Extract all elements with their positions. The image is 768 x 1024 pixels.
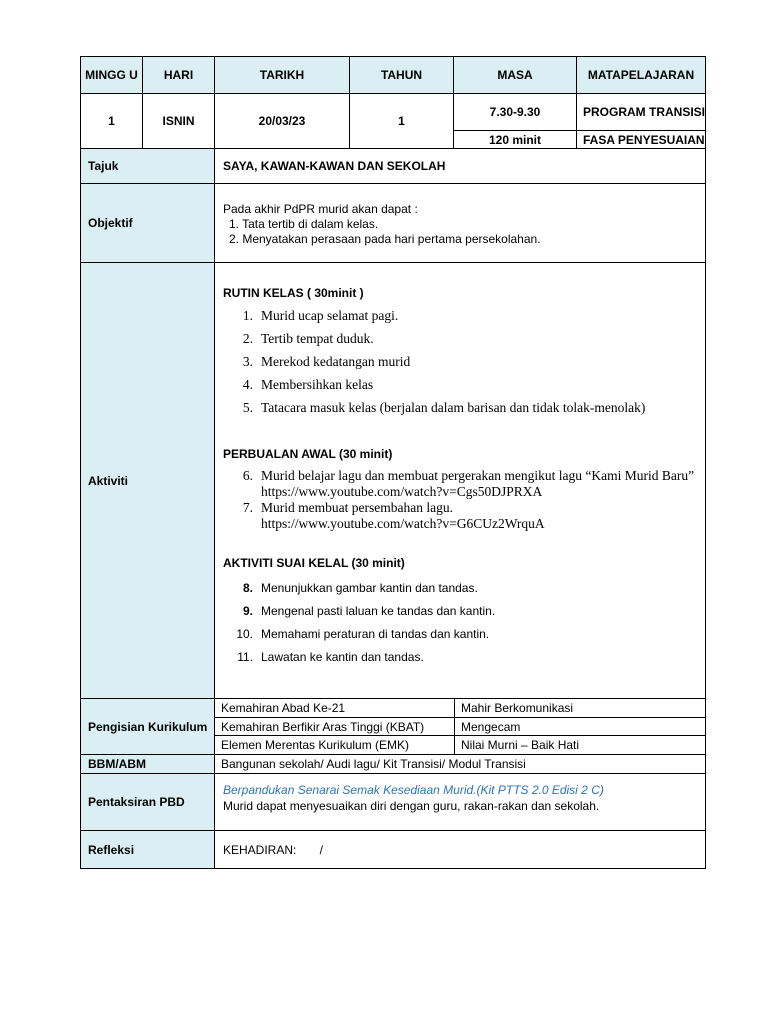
- bbm-row: [81, 755, 706, 774]
- item-number: 11.: [237, 649, 253, 664]
- kurikulum-value: Mahir Berkomunikasi: [455, 699, 706, 718]
- lesson-plan-table: [80, 56, 706, 869]
- list-item: [223, 622, 705, 645]
- aktiviti-content: [215, 263, 706, 699]
- refleksi-row: [81, 831, 706, 869]
- objektif-content: [215, 184, 706, 263]
- list-item: [223, 599, 705, 622]
- kurikulum-entry: [215, 699, 706, 718]
- col-matapelajaran: MATAPELAJARAN: [577, 57, 706, 94]
- subject-values: [577, 94, 706, 149]
- masa-values: [454, 94, 577, 149]
- item-number: 1.: [242, 308, 253, 323]
- youtube-link[interactable]: https://www.youtube.com/watch?v=G6CUz2WrquA: [261, 516, 545, 531]
- col-minggu: MINGG U: [81, 57, 143, 94]
- col-hari: HARI: [143, 57, 215, 94]
- bbm-label: BBM/ABM: [81, 755, 215, 774]
- pbd-row: [81, 774, 706, 831]
- bbm-value: Bangunan sekolah/ Audi lagu/ Kit Transisi/ Modul Transisi: [215, 755, 706, 774]
- suai-list: [223, 576, 705, 668]
- header-row: [81, 57, 706, 94]
- aktiviti-row: [81, 263, 706, 699]
- list-item: [223, 354, 705, 377]
- objektif-item: 1. Tata tertib di dalam kelas.: [229, 217, 379, 231]
- youtube-link[interactable]: https://www.youtube.com/watch?v=Cgs50DJPRXA: [261, 484, 543, 499]
- perbualan-heading: PERBUALAN AWAL (30 minit): [223, 447, 393, 461]
- list-item: [223, 645, 705, 668]
- rutin-list: [223, 308, 705, 423]
- refleksi-label: Refleksi: [81, 831, 215, 869]
- item-text: Lawatan ke kantin dan tandas.: [261, 649, 424, 664]
- kurikulum-entry: [215, 718, 706, 737]
- item-text: Memahami peraturan di tandas dan kantin.: [261, 626, 490, 641]
- objektif-row: [81, 184, 706, 263]
- kurikulum-entry: [215, 736, 706, 755]
- masa-duration: 120 minit: [454, 131, 577, 149]
- subject-name: PROGRAM TRANSISI: [577, 94, 706, 131]
- item-number: 6.: [242, 468, 253, 483]
- item-body: [261, 500, 705, 532]
- list-item: [223, 500, 705, 532]
- pbd-content: [215, 774, 706, 831]
- objektif-label: Objektif: [81, 184, 215, 263]
- item-text: Merekod kedatangan murid: [261, 354, 411, 369]
- col-tarikh: TARIKH: [215, 57, 350, 94]
- values-row: [81, 94, 706, 149]
- tajuk-label: Tajuk: [81, 149, 215, 184]
- item-text: Tertib tempat duduk.: [261, 331, 374, 346]
- hari-value: ISNIN: [143, 94, 215, 149]
- kurikulum-row: [81, 699, 706, 755]
- list-item: [223, 377, 705, 400]
- list-item: [223, 400, 705, 423]
- kurikulum-table: [215, 699, 706, 755]
- item-text: Tatacara masuk kelas (berjalan dalam barisan dan tidak tolak-menolak): [261, 400, 646, 415]
- pbd-guideline: Berpandukan Senarai Semak Kesediaan Murid.(Kit PTTS 2.0 Edisi 2 C): [223, 783, 604, 797]
- kurikulum-value: Nilai Murni – Baik Hati: [455, 736, 706, 755]
- tajuk-row: [81, 149, 706, 184]
- list-item: [223, 331, 705, 354]
- kurikulum-key: Kemahiran Berfikir Aras Tinggi (KBAT): [215, 718, 455, 737]
- kurikulum-key: Elemen Merentas Kurikulum (EMK): [215, 736, 455, 755]
- list-item: [223, 576, 705, 599]
- perbualan-list: [223, 468, 705, 532]
- item-number: 5.: [242, 400, 253, 415]
- item-number: 2.: [242, 331, 253, 346]
- aktiviti-label: Aktiviti: [81, 263, 215, 699]
- tarikh-value: 20/03/23: [215, 94, 350, 149]
- tajuk-value: SAYA, KAWAN-KAWAN DAN SEKOLAH: [215, 149, 706, 184]
- rutin-heading: RUTIN KELAS ( 30minit ): [223, 286, 364, 300]
- masa-time: 7.30-9.30: [454, 94, 577, 131]
- objektif-item: 2. Menyatakan perasaan pada hari pertama persekolahan.: [229, 232, 541, 246]
- minggu-value: 1: [81, 94, 143, 149]
- item-number: 3.: [242, 354, 253, 369]
- kurikulum-key: Kemahiran Abad Ke-21: [215, 699, 455, 718]
- item-number: 10.: [236, 626, 253, 641]
- list-item: [223, 308, 705, 331]
- tahun-value: 1: [350, 94, 454, 149]
- objektif-intro: Pada akhir PdPR murid akan dapat :: [223, 202, 418, 216]
- item-text: Membersihkan kelas: [261, 377, 374, 392]
- list-item: [223, 468, 705, 500]
- item-text: Murid ucap selamat pagi.: [261, 308, 399, 323]
- item-number: 9.: [242, 603, 253, 618]
- item-text: Menunjukkan gambar kantin dan tandas.: [261, 580, 478, 595]
- kurikulum-value: Mengecam: [455, 718, 706, 737]
- item-number: 7.: [242, 500, 253, 515]
- pbd-description: Murid dapat menyesuaikan diri dengan guru, rakan-rakan dan sekolah.: [223, 799, 600, 813]
- suai-heading: AKTIVITI SUAI KELAL (30 minit): [223, 556, 405, 570]
- item-text: Murid belajar lagu dan membuat pergerakan mengikut lagu “Kami Murid Baru”: [261, 468, 695, 483]
- item-number: 8.: [242, 580, 253, 595]
- kurikulum-label: Pengisian Kurikulum: [81, 699, 215, 755]
- item-text: Murid membuat persembahan lagu.: [261, 500, 453, 515]
- refleksi-value: KEHADIRAN: /: [215, 831, 706, 869]
- item-number: 4.: [242, 377, 253, 392]
- item-body: [261, 468, 705, 500]
- subject-phase: FASA PENYESUAIAN: [577, 131, 706, 149]
- pbd-label: Pentaksiran PBD: [81, 774, 215, 831]
- item-text: Mengenal pasti laluan ke tandas dan kantin.: [261, 603, 496, 618]
- col-tahun: TAHUN: [350, 57, 454, 94]
- col-masa: MASA: [454, 57, 577, 94]
